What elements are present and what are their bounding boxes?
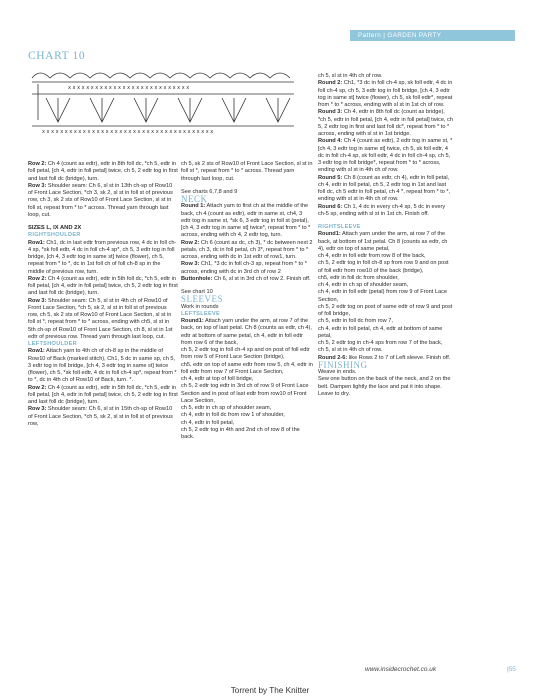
instruction: Ch 6 (count as dc, ch 3), * dc between next 2 petals, ch 3, dc in foll petal, ch 3*, repeat from * to * across, ending with dc in 1st edtr of row1, turn. <box>181 239 313 260</box>
instruction: Weave in ends. <box>318 369 357 375</box>
footer-credit: Torrent by The Knitter <box>230 686 310 695</box>
instruction: Sew one button on the back of the neck, and 2 on the belt. Dampen lightly the lace and pat it into shape. Leave to dry. <box>318 376 451 397</box>
instruction: ch 5, 2 edtr tog in ch-4 sps from row 7 of the back, <box>318 340 443 346</box>
subheading: RIGHTSHOULDER <box>28 232 81 239</box>
instruction: ch 5, sk 2 sts of Row10 of Front Lace Section, sl st in foll st *, repeat from * to * across. Thread yarn through last loop, cut. <box>181 161 313 182</box>
header-label: Pattern | GARDEN PARTY <box>358 32 442 39</box>
row-heading: Round 2: <box>318 80 343 87</box>
row-heading: Round 5: <box>318 174 343 181</box>
instruction: ch 4, edtr in ch sp of shoulder seam, <box>318 282 409 288</box>
instruction: ch 5, 2 edtr tog in foll ch-4 sp and on post of foll edtr from row 5 of Front Lace Section (bridge), <box>181 347 310 361</box>
instruction: ch 4, edtr in foll edtr from row 8 of the back, <box>318 253 426 259</box>
instruction: Ch 6, sl st in 3rd ch of row 2. Finish off. <box>213 275 311 282</box>
row-heading: Row 2: <box>28 384 47 391</box>
instruction: Ch 4, edtr in 8th foll dc (count as bridge), *ch 5, edtr in foll petal, [ch 4, edtr in foll petal] twice, ch 5, 2 edtr tog in first and last foll dc*, repeat from * to * across, ending with sl st in 1st bridge. <box>318 109 453 137</box>
column-3 <box>318 73 453 398</box>
instruction: Shoulder seam: Ch 6, sl st in 15th ch-sp of Row10 of Front Lace Section, *ch 5, sk 2, sl st in foll st of previous row, <box>28 406 173 427</box>
instruction: Ch 1, 4 dc in every ch-4 sp, 5 dc in every ch-5 sp, ending with sl st in 1st ch. Finish off. <box>318 203 446 217</box>
section-heading: FINISHING <box>318 359 368 370</box>
instruction: Attach yarn under the arm, at row 7 of the back, at bottom of 1st petal. Ch 8 (counts as edtr, ch 4), edtr on top of same petal, <box>318 231 448 252</box>
instruction: ch 4, edtr in foll dc from row 1 of shoulder, <box>181 412 285 419</box>
instruction: Shoulder seam: Ch 5, sl st in 4th ch of Row10 of Front Lace Section, *ch 5, sk 2, sl st in foll st of previous row, ch 5, sk 2 sts of Row10 of Front Lace Section, sl st in foll st *, repeat from * to * across, ending with ch5, sl st in 5th ch-sp of Row10 of Front Lace Section, ch 8, sl st in 1st edtr of previous row. Thread yarn through last loop, cut. <box>28 297 173 340</box>
instruction: Ch 8 (count as edtr, ch 4), edtr in foll petal, ch 4, edtr in foll petal, ch 5, 2 edtr tog in 1st and last foll dc, ch 5 edtr in foll petal, ch 4 *, repeat from * to *, ending with sl st in 4th ch of row. <box>318 174 451 203</box>
header-bar <box>350 30 515 41</box>
svg-text:x x x x x x x x x x x x x x x: x x x x x x x x x x x x x x x x x x x x x x x x x x x x x x x x x x x x x x <box>42 129 214 135</box>
sizes-heading: SIZES L, IX AND 2X <box>28 225 82 231</box>
row-heading: Row1: <box>28 239 45 246</box>
instruction: ch 4, edtr in foll edtr (petal) from row 9 of Front Lace Section, <box>318 289 448 303</box>
subheading: RIGHTSLEEVE <box>318 224 361 230</box>
crochet-chart <box>28 64 298 136</box>
row-heading: Row 2: <box>181 239 200 246</box>
instruction: Attach yarn under the arm, at row 7 of the back, on top of last petal. Ch 8 (counts as edtr, ch 4), edtr at bottom of same petal, ch 4, edtr in foll edtr from row 6 of the back, <box>181 318 312 346</box>
row-heading: Row 3: <box>28 406 47 413</box>
row-heading: Row 2: <box>28 275 47 282</box>
row-heading: Round 2-6: <box>318 354 348 361</box>
instruction: ch 5, 2 edtr tog on post of same edtr of row 9 and post of foll bridge, <box>318 303 453 317</box>
footer-url[interactable]: www.insidecrochet.co.uk <box>365 666 437 673</box>
instruction: Ch 4 (count as edtr), edtr in 5th foll dc, *ch 5, edtr in foll petal, [ch 4, edtr in foll petal] twice, ch 5, 2 edtr tog in first and last foll dc (bridge), turn. <box>28 384 178 405</box>
instruction: Attach yarn to first ch at the middle of the back, ch 4 (count as edtr), edtr in same st, ch4, 3 edtr tog in same st, *sk 6, 3 edtr tog in foll st (petal), [ch 4, 3 edtr tog in same st] twice*, repeat from * to * across, ending with ch 4, 2 edtr tog, turn. <box>181 203 311 239</box>
row-heading: Buttonhole: <box>181 275 213 282</box>
instruction: Shoulder seam: Ch 6, sl st in 13th ch-sp of Row10 of Front Lace Section, *ch 3, sk 2, sl st in foll st of previous row, ch 3, sk 2 sts of Row10 of Front Lace Section, sl st in foll st, repeat from * to * across. Thread yarn through last loop, cut. <box>28 182 173 218</box>
row-heading: Round 4: <box>318 138 343 145</box>
row-heading: Row 3: <box>181 261 200 268</box>
instruction: like Rows 2 to 7 of Left sleeve. Finish off. <box>348 354 451 361</box>
svg-text:x x x x x x x x x x x x x: x x x x x x x x x x x x x x x x x x x x x x x x x x x <box>68 85 190 91</box>
instruction: ch 5, sl st in 4th ch of row. <box>318 347 383 354</box>
row-heading: Row 3: <box>28 297 47 304</box>
instruction: Ch1, dc in last edtr from previous row, 4 dc in foll ch-4 sp, *sk foll edtr, 4 dc in foll ch-4 sp*, ch 5, 3 edtr tog in foll bridge, [ch 4, 3 edtr tog in same st] twice (flower), ch 5, repeat from * to *, dc in 1st foll ch of foll ch-8 sp in the middle of previous row, turn. <box>28 239 177 275</box>
instruction: Ch 4 (count as edtr), edtr in 5th foll dc, *ch 5, edtr in foll petal, [ch 4, edtr in foll petal] twice, ch 5, 2 edtr tog in first and last foll dc (bridge), turn. <box>28 275 178 297</box>
section-heading: NECK <box>181 194 208 204</box>
instruction: ch 5, 2 edtr tog edtr in 3rd ch of row 9 of Front Lace Section and in post of last edtr from row10 of Front Lace Section, <box>181 383 309 404</box>
row-heading: Round1: <box>181 318 204 324</box>
instruction: Ch 4 (count as edtr), 2 edtr tog in same st, * [ch 4, 3 edtr tog in same st] twice, ch 5, sk foll edtr, 4 dc in foll ch-4 sp, sk foll edtr, 4 dc in foll ch-4 sp, ch 5, 3 edtr tog in foll bridge*, repeat from * to * across, ending with sl st in 4th ch of row. <box>318 138 453 174</box>
instruction: ch 5, edtr in ch sp of shoulder seam, <box>181 405 272 411</box>
row-heading: Row 3: <box>28 182 47 189</box>
chart-title: CHART 10 <box>28 50 86 62</box>
row-heading: Round 3: <box>318 109 343 116</box>
row-heading: Round 1: <box>181 203 206 210</box>
chart-reference: See chart 10 <box>181 289 213 295</box>
instruction: ch5, edtr in foll dc from shoulder, <box>318 274 399 281</box>
instruction: ch 4, edtr in foll petal, ch 4, edtr at bottom of same petal, <box>318 325 443 339</box>
instruction: Ch1, *3 dc in foll ch-3 sp, repeat from * to * across, ending with dc in 3rd ch of row 2 <box>181 261 307 275</box>
subheading: LEFTSHOULDER <box>28 341 77 347</box>
row-heading: Row1: <box>28 348 45 355</box>
instruction: Ch1, *3 dc in foll ch-4 sp, sk foll edtr, 4 dc in foll ch-4 sp, ch 5, 3 edtr tog in foll bridge, [ch 4, 3 edtr tog in same st] twice (flower), ch 5, sk foll edtr*, repeat from * to * across, ending with sl st in 1st ch of row. <box>318 80 453 108</box>
instruction: Work in rounds <box>181 303 219 310</box>
row-heading: Row 2: <box>28 161 47 167</box>
instruction: ch 5, edtr in foll dc from row 7, <box>318 318 393 325</box>
row-heading: Round 6: <box>318 203 343 210</box>
instruction: Attach yarn to 4th ch of ch-8 sp in the middle of Row10 of Back (marked stitch), Ch1, 5 dc in same sp, ch 5, 3 edtr tog in foll bridge, [ch 4, 3 edtr tog in same st] twice (flower), ch 5, *sk foll edtr, 4 dc in foll ch-4 sp*, repeat from * to *, dc in 4th ch of Row10 of Back, turn. *. <box>28 348 177 384</box>
instruction: ch5, edtr on top of same edtr from row 5, ch 4, edtr in foll edtr from row 7 of Front Lace Section, <box>181 361 313 375</box>
instruction: ch 5, 2 edtr tog in 4th and 2nd ch of row 8 of the back. <box>181 426 300 440</box>
column-2 <box>181 161 313 441</box>
page-number: |55 <box>507 666 516 673</box>
section-heading: SLEEVES <box>181 294 224 305</box>
instruction: ch 4, edtr at top of foll bridge, <box>181 376 254 382</box>
column-1 <box>28 161 178 428</box>
instruction: ch 4, edtr in foll petal, <box>181 419 235 426</box>
row-heading: Round1: <box>318 231 341 238</box>
instruction: ch 5, 2 edtr tog in foll ch-8 sp from row 9 and on post of foll edtr from row10 of the back (bridge), <box>318 260 449 274</box>
instruction: Ch 4 (count as edtr), edtr in 8th foll dc, *ch 5, edtr in foll petal, [ch 4, edtr in foll petal] twice, ch 5, 2 edtr tog in first and last foll dc (bridge), turn. <box>28 161 178 182</box>
instruction: ch 5, sl st in 4th ch of row. <box>318 73 383 79</box>
subheading: LEFTSLEEVE <box>181 310 221 317</box>
chart-reference: See charts 6,7,8 and 9 <box>181 188 238 195</box>
